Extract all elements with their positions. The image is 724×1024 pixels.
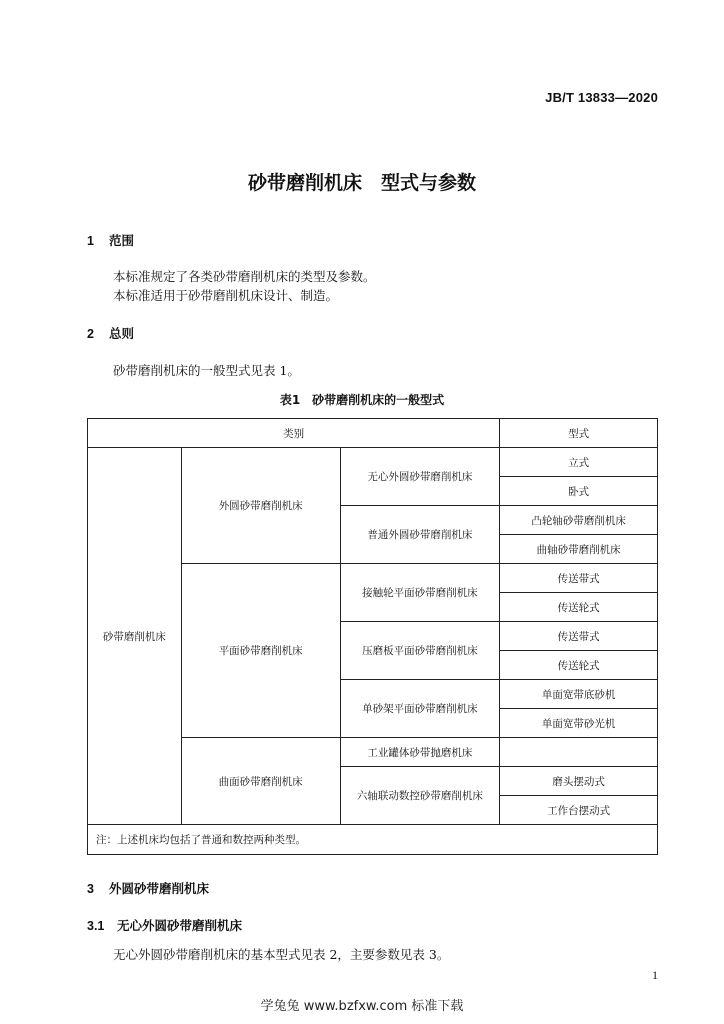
section-2-heading [87, 324, 134, 342]
section-3-1-number: 3.1 [87, 919, 105, 933]
type-cell: 传送带式 [500, 622, 658, 651]
table-1 [87, 418, 658, 855]
section-1-paragraph-1: 本标准规定了各类砂带磨削机床的类型及参数。 [113, 269, 376, 284]
section-3-heading [87, 879, 209, 897]
subclass-pressure-plate: 压磨板平面砂带磨削机床 [340, 622, 500, 680]
type-cell: 传送轮式 [500, 651, 658, 680]
type-cell: 曲轴砂带磨削机床 [500, 535, 658, 564]
type-cell-empty [500, 738, 658, 767]
section-3-1-title: 无心外圆砂带磨削机床 [117, 918, 243, 933]
subclass-ordinary-external: 普通外圆砂带磨削机床 [340, 506, 500, 564]
standard-number: JB/T 13833—2020 [545, 90, 658, 105]
section-3-title: 外圆砂带磨削机床 [109, 881, 210, 896]
document-title: 砂带磨削机床 型式与参数 [247, 172, 476, 194]
section-2-number: 2 [87, 327, 94, 341]
subclass-six-axis-cnc: 六轴联动数控砂带磨削机床 [340, 767, 500, 825]
section-1-heading [87, 231, 134, 249]
subclass-centerless: 无心外圆砂带磨削机床 [340, 448, 500, 506]
type-cell: 传送带式 [500, 564, 658, 593]
group-external-cylindrical: 外圆砂带磨削机床 [181, 448, 340, 564]
header-type: 型式 [500, 419, 658, 448]
subclass-single-head: 单砂架平面砂带磨削机床 [340, 680, 500, 738]
type-cell: 单面宽带底砂机 [500, 680, 658, 709]
header-category: 类别 [88, 419, 500, 448]
section-3-1-heading [87, 916, 242, 934]
section-2-paragraph-1: 砂带磨削机床的一般型式见表 1。 [113, 363, 300, 378]
type-cell: 工作台摆动式 [500, 796, 658, 825]
table-note: 注：上述机床均包括了普通和数控两种类型。 [88, 825, 658, 855]
section-3-number: 3 [87, 882, 94, 896]
section-3-1-paragraph-1: 无心外圆砂带磨削机床的基本型式见表 2，主要参数见表 3。 [113, 947, 450, 962]
section-1-paragraph-2: 本标准适用于砂带磨削机床设计、制造。 [113, 288, 339, 303]
group-curved-surface: 曲面砂带磨削机床 [181, 738, 340, 825]
page-number: 1 [652, 968, 658, 982]
subclass-industrial-tank: 工业罐体砂带抛磨机床 [340, 738, 500, 767]
section-1-number: 1 [87, 234, 94, 248]
section-2-title: 总则 [109, 326, 135, 341]
category-root: 砂带磨削机床 [88, 448, 182, 825]
type-cell: 磨头摆动式 [500, 767, 658, 796]
type-cell: 单面宽带砂光机 [500, 709, 658, 738]
subclass-contact-wheel: 接触轮平面砂带磨削机床 [340, 564, 500, 622]
table-1-caption: 表1 砂带磨削机床的一般型式 [279, 393, 445, 407]
section-1-title: 范围 [109, 233, 135, 248]
type-cell: 立式 [500, 448, 658, 477]
type-cell: 凸轮轴砂带磨削机床 [500, 506, 658, 535]
type-cell: 卧式 [500, 477, 658, 506]
footer-watermark: 学兔兔 www.bzfxw.com 标准下载 [260, 999, 464, 1014]
group-surface: 平面砂带磨削机床 [181, 564, 340, 738]
type-cell: 传送轮式 [500, 593, 658, 622]
